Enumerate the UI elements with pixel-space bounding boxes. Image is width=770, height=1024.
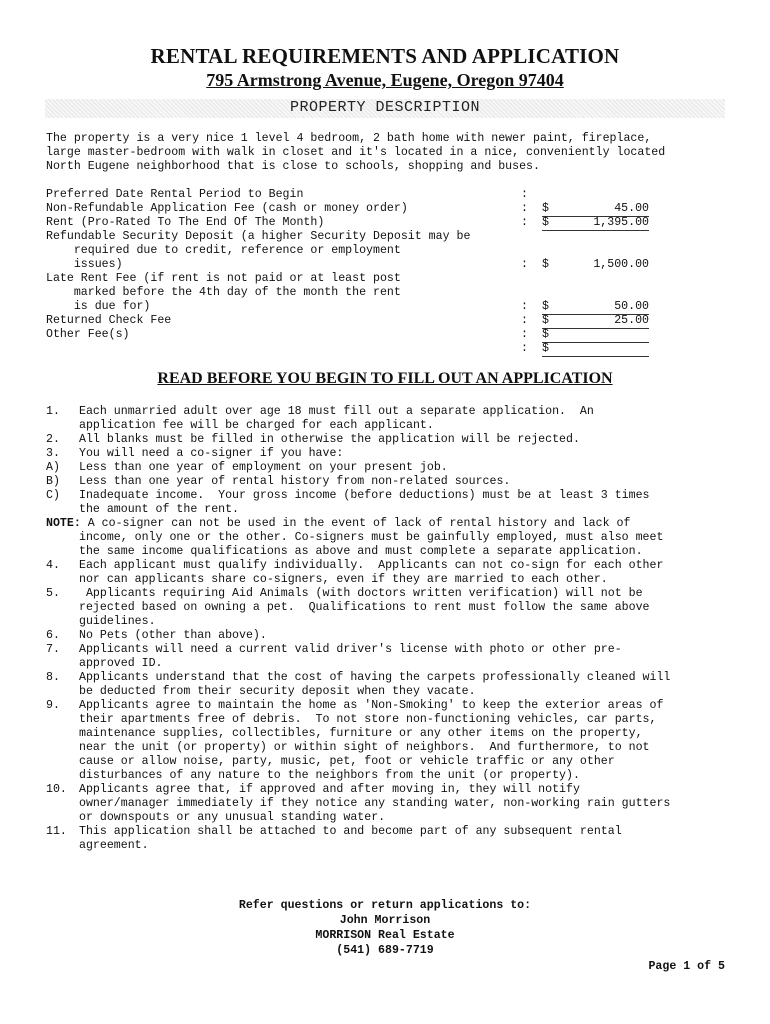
list-item-text: Applicants requiring Aid Animals (with doctors written verification) will not be	[79, 587, 643, 600]
list-item-text: Applicants understand that the cost of having the carpets professionally cleaned will	[79, 671, 671, 684]
list-item	[46, 559, 736, 587]
fee-amount: 50.00	[614, 300, 649, 313]
list-item	[46, 699, 736, 783]
list-item-text: cause or allow noise, party, music, pet, foot or vehicle traffic or any other	[79, 755, 615, 768]
fee-amount: 25.00	[614, 314, 649, 327]
fee-label: Preferred Date Rental Period to Begin	[46, 188, 304, 201]
list-item-number: 1.	[46, 405, 60, 418]
list-item-number: 5.	[46, 587, 60, 600]
fee-amount: 1,395.00	[593, 216, 649, 229]
description-line: North Eugene neighborhood that is close to schools, shopping and buses.	[46, 160, 540, 173]
note-text: income, only one or the other. Co-signers must be gainfully employed, must also meet	[79, 531, 664, 544]
description-line: large master-bedroom with walk in closet and it's located in a nice, conveniently located	[46, 146, 666, 159]
dollar-sign: $	[542, 216, 549, 229]
list-item	[46, 825, 736, 853]
description-line: The property is a very nice 1 level 4 bedroom, 2 bath home with newer paint, fireplace,	[46, 132, 652, 145]
page-number: Page 1 of 5	[648, 960, 725, 973]
fee-row	[46, 342, 726, 356]
fee-row	[46, 328, 726, 342]
fee-amount-field	[542, 202, 649, 217]
fee-label: required due to credit, reference or employment	[46, 244, 401, 257]
fee-colon: :	[521, 314, 528, 327]
fee-row	[46, 314, 726, 328]
fee-colon: :	[521, 188, 528, 201]
list-item-number: 7.	[46, 643, 60, 656]
dollar-sign: $	[542, 342, 549, 355]
list-item-text: Inadequate income. Your gross income (before deductions) must be at least 3 times	[79, 489, 650, 502]
fee-row	[46, 272, 726, 286]
fee-row	[46, 202, 726, 216]
fee-label: Non-Refundable Application Fee (cash or money order)	[46, 202, 408, 215]
list-item-text: You will need a co-signer if you have:	[79, 447, 344, 460]
list-item-text: application fee will be charged for each applicant.	[79, 419, 434, 432]
fee-colon: :	[521, 300, 528, 313]
fee-amount-field	[542, 258, 649, 272]
dollar-sign: $	[542, 258, 549, 271]
list-item-text: maintenance supplies, collectibles, furniture or any other items on the property,	[79, 727, 643, 740]
list-item-text: agreement.	[79, 839, 149, 852]
list-item-number: 3.	[46, 447, 60, 460]
list-item	[46, 783, 736, 825]
property-address-text: 795 Armstrong Avenue, Eugene, Oregon 97404	[206, 70, 564, 90]
list-item	[46, 461, 736, 475]
fee-amount: 1,500.00	[593, 258, 649, 271]
fee-row	[46, 244, 726, 258]
fee-amount-field	[542, 314, 649, 329]
requirements-group-a	[46, 405, 736, 517]
list-item-text: owner/manager immediately if they notice any standing water, non-working rain gutters	[79, 797, 671, 810]
list-item-text: Less than one year of employment on your present job.	[79, 461, 448, 474]
footer-refer: Refer questions or return applications to:	[238, 899, 532, 912]
list-item-text: Applicants agree to maintain the home as 'Non-Smoking' to keep the exterior areas of	[79, 699, 664, 712]
property-address	[0, 70, 770, 91]
list-item-text: be deducted from their security deposit when they vacate.	[79, 685, 476, 698]
list-item-text: nor can applicants share co-signers, even if they are married to each other.	[79, 573, 608, 586]
list-item	[46, 671, 736, 699]
fee-colon: :	[521, 202, 528, 215]
list-item-number: B)	[46, 475, 60, 488]
list-item-text: or downspouts or any unusual standing water.	[79, 811, 386, 824]
fee-amount-field	[542, 328, 649, 343]
list-item-number: 11.	[46, 825, 67, 838]
fee-label: Rent (Pro-Rated To The End Of The Month)	[46, 216, 325, 229]
fee-colon: :	[521, 258, 528, 271]
list-item-number: A)	[46, 461, 60, 474]
requirements-list	[46, 405, 736, 853]
list-item	[46, 629, 736, 643]
list-item-number: 10.	[46, 783, 67, 796]
fee-row	[46, 258, 726, 272]
list-item-text: Applicants will need a current valid driver's license with photo or other pre-	[79, 643, 622, 656]
fee-amount-field	[542, 342, 649, 357]
list-item-number: 8.	[46, 671, 60, 684]
list-item-text: their apartments free of debris. To not store non-functioning vehicles, car parts,	[79, 713, 657, 726]
list-item-text: Each unmarried adult over age 18 must fill out a separate application. An	[79, 405, 594, 418]
list-item-text: No Pets (other than above).	[79, 629, 267, 642]
list-item-number: 4.	[46, 559, 60, 572]
list-item	[46, 447, 736, 461]
fee-amount-field	[542, 216, 649, 231]
fee-row	[46, 286, 726, 300]
dollar-sign: $	[542, 328, 549, 341]
instructions-heading	[0, 370, 770, 388]
list-item	[46, 405, 736, 433]
note-block	[46, 517, 736, 559]
list-item-text: Each applicant must qualify individually. Applicants can not co-sign for each other	[79, 559, 664, 572]
fee-label: Returned Check Fee	[46, 314, 172, 327]
list-item-text: This application shall be attached to and become part of any subsequent rental	[79, 825, 622, 838]
list-item-text: Less than one year of rental history from non-related sources.	[79, 475, 511, 488]
fee-amount: 45.00	[614, 202, 649, 215]
list-item-number: 6.	[46, 629, 60, 642]
fee-amount-field	[542, 300, 649, 315]
list-item-number: 2.	[46, 433, 60, 446]
fee-label: Late Rent Fee (if rent is not paid or at least post	[46, 272, 401, 285]
instructions-heading-text: READ BEFORE YOU BEGIN TO FILL OUT AN APPLICATION	[157, 370, 613, 387]
list-item	[46, 489, 736, 517]
fee-colon: :	[521, 342, 528, 355]
list-item-text: rejected based on owning a pet. Qualifications to rent must follow the same above	[79, 601, 650, 614]
list-item-number: C)	[46, 489, 60, 502]
list-item-text: the amount of the rent.	[79, 503, 240, 516]
dollar-sign: $	[542, 314, 549, 327]
list-item-text: guidelines.	[79, 615, 156, 628]
list-item-text: disturbances of any nature to the neighbors from the unit (or property).	[79, 769, 580, 782]
list-item-text: near the unit (or property) or within sight of neighbors. And furthermore, to not	[79, 741, 650, 754]
fee-row	[46, 230, 726, 244]
list-item-text: All blanks must be filled in otherwise the application will be rejected.	[79, 433, 580, 446]
document-title: RENTAL REQUIREMENTS AND APPLICATION	[150, 44, 620, 68]
fee-row	[46, 188, 726, 202]
fee-row	[46, 300, 726, 314]
note-text: the same income qualifications as above and must complete a separate application.	[79, 545, 643, 558]
fee-label: issues)	[46, 258, 123, 271]
footer-company: MORRISON Real Estate	[315, 929, 455, 942]
note-label: NOTE:	[46, 517, 81, 530]
list-item	[46, 643, 736, 671]
dollar-sign: $	[542, 300, 549, 313]
list-item-text: Applicants agree that, if approved and after moving in, they will notify	[79, 783, 580, 796]
fee-label: is due for)	[46, 300, 151, 313]
fee-label: Other Fee(s)	[46, 328, 130, 341]
list-item	[46, 587, 736, 629]
fee-label: marked before the 4th day of the month the rent	[46, 286, 401, 299]
dollar-sign: $	[542, 202, 549, 215]
requirements-group-b	[46, 559, 736, 853]
fee-colon: :	[521, 328, 528, 341]
note-text: A co-signer can not be used in the event of lack of rental history and lack of	[80, 517, 631, 530]
footer-phone: (541) 689-7719	[336, 944, 434, 957]
property-description	[46, 132, 736, 174]
list-item	[46, 475, 736, 489]
fee-colon: :	[521, 216, 528, 229]
list-item	[46, 433, 736, 447]
list-item-text: approved ID.	[79, 657, 163, 670]
fee-row	[46, 216, 726, 230]
fee-label: Refundable Security Deposit (a higher Security Deposit may be	[46, 230, 471, 243]
section-heading: PROPERTY DESCRIPTION	[289, 99, 481, 116]
footer-contact-name: John Morrison	[339, 914, 431, 927]
list-item-number: 9.	[46, 699, 60, 712]
